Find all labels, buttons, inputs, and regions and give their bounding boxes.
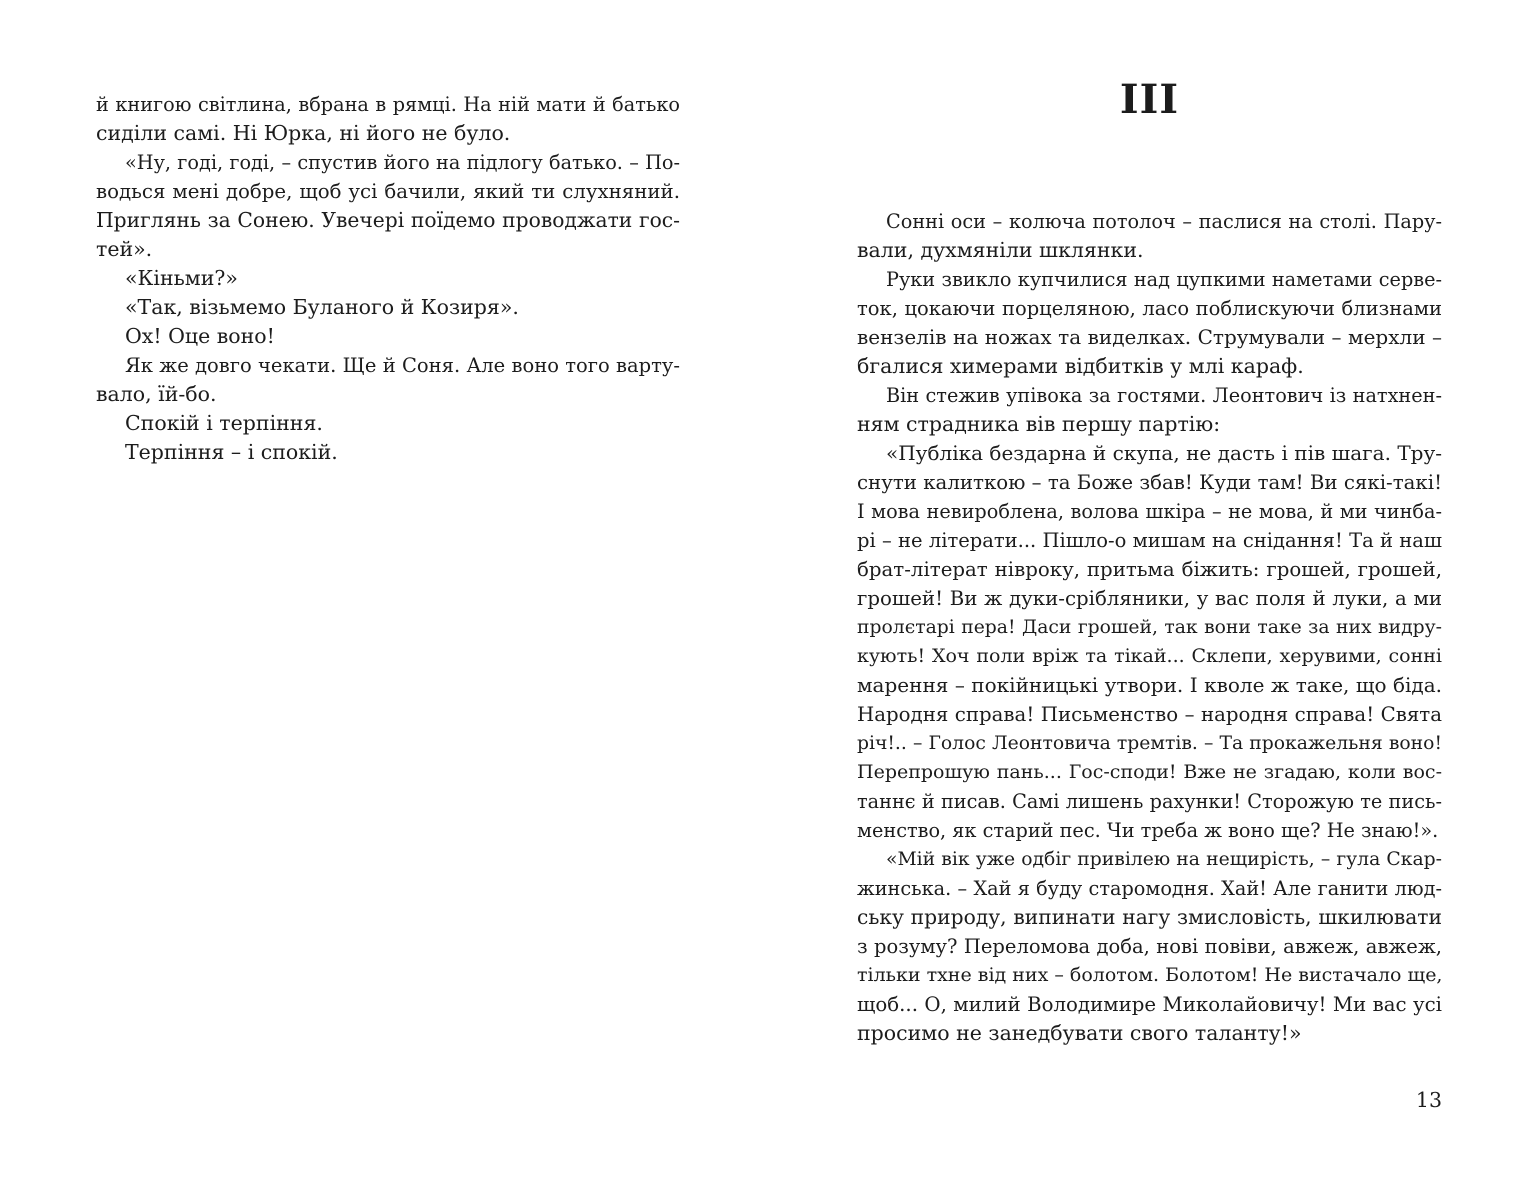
text-line: Перепрошую пань... Гос-споди! Вже не згадаю, коли вос- (857, 761, 1442, 783)
text-line: бгалися химерами відбитків у млі караф. (857, 354, 1304, 378)
text-line: з розуму? Переломова доба, нові повіви, авжеж, авжеж, (857, 935, 1442, 958)
text-line: ську природу, випинати нагу змисловість, шкилювати (857, 905, 1442, 929)
text-line: тей». (96, 237, 153, 261)
text-line: «Ну, годі, годі, – спустив його на підлогу батько. – По- (125, 151, 680, 174)
text-line: «Публіка бездарна й скупа, не дасть і пів шага. Тру- (886, 441, 1442, 465)
text-line: Приглянь за Сонею. Увечері поїдемо проводжати гос- (96, 208, 680, 232)
text-line: тільки тхне від них – болотом. Болотом! Не вистачало ще, (857, 964, 1443, 986)
chapter-title: ІІІ (1119, 76, 1180, 123)
text-line: водься мені добре, щоб усі бачили, який ти слухняний. (96, 180, 680, 203)
text-line: кують! Хоч поли вріж та тікай... Склепи, херувими, сонні (857, 645, 1442, 667)
text-line: жинська. – Хай я буду старомодня. Хай! Але ганити люд- (857, 877, 1442, 900)
text-line: І мова невироблена, волова шкіра – не мова, й ми чинба- (857, 500, 1442, 523)
text-line: сиділи самі. Ні Юрка, ні його не було. (96, 121, 511, 145)
text-line: ток, цокаючи порцеляною, ласо поблискуючи близнами (857, 297, 1442, 320)
text-line: рі – не літерати... Пішло-о мишам на снідання! Та й наш (857, 529, 1442, 552)
text-line: таннє й писав. Самі лишень рахунки! Сторожую те пись- (857, 790, 1442, 813)
text-line: снути калиткою – та Боже збав! Куди там! Ви сякі-такі! (857, 471, 1443, 494)
text-line: Руки звикло купчилися над цупкими наметами серве- (886, 268, 1442, 291)
text-line: грошей! Ви ж дуки-срібляники, у вас поля й луки, а ми (857, 587, 1442, 610)
text-line: Сонні оси – колюча потолоч – паслися на столі. Пару- (886, 210, 1442, 233)
text-line: «Так, візьмемо Буланого й Козиря». (125, 295, 519, 319)
text-line: вало, їй-бо. (96, 382, 217, 406)
text-line: вензелів на ножах та виделках. Струмували – мерхли – (857, 325, 1442, 349)
text-line: Ох! Оце воно! (125, 324, 275, 348)
text-line: вали, духмяніли шклянки. (857, 238, 1144, 262)
text-line: Як же довго чекати. Ще й Соня. Але воно того варту- (125, 354, 680, 377)
text-line: Він стежив упівока за гостями. Леонтович із натхнен- (886, 384, 1442, 407)
text-line: Народня справа! Письменство – народня справа! Свята (857, 703, 1442, 726)
text-line: «Мій вік уже одбіг привілею на нещирість, – гула Скар- (886, 849, 1442, 870)
text-line: й книгою світлина, вбрана в рямці. На ній мати й батько (96, 93, 680, 116)
text-line: Спокій і терпіння. (125, 411, 323, 435)
text-line: щоб... О, милий Володимире Миколайовичу! Ми вас усі (857, 993, 1442, 1016)
text-line: ням страдника вів першу партію: (857, 412, 1221, 436)
text-line: Терпіння – і спокій. (125, 440, 338, 464)
text-line: пролєтарі пера! Даси грошей, так вони таке за них видру- (857, 617, 1442, 638)
page-number: 13 (1415, 1088, 1442, 1112)
text-line: брат-літерат нівроку, притьма біжить: грошей, грошей, (857, 558, 1442, 581)
text-line: менство, як старий пес. Чи треба ж воно ще? Не знаю!». (857, 819, 1439, 842)
text-line: «Кіньми?» (125, 266, 238, 290)
text-line: просимо не занедбувати свого таланту!» (857, 1021, 1302, 1045)
text-line: річ!.. – Голос Леонтовича тремтів. – Та прокажельня воно! (857, 733, 1442, 754)
text-line: марення – покійницькі утвори. І кволе ж таке, що біда. (857, 673, 1442, 697)
